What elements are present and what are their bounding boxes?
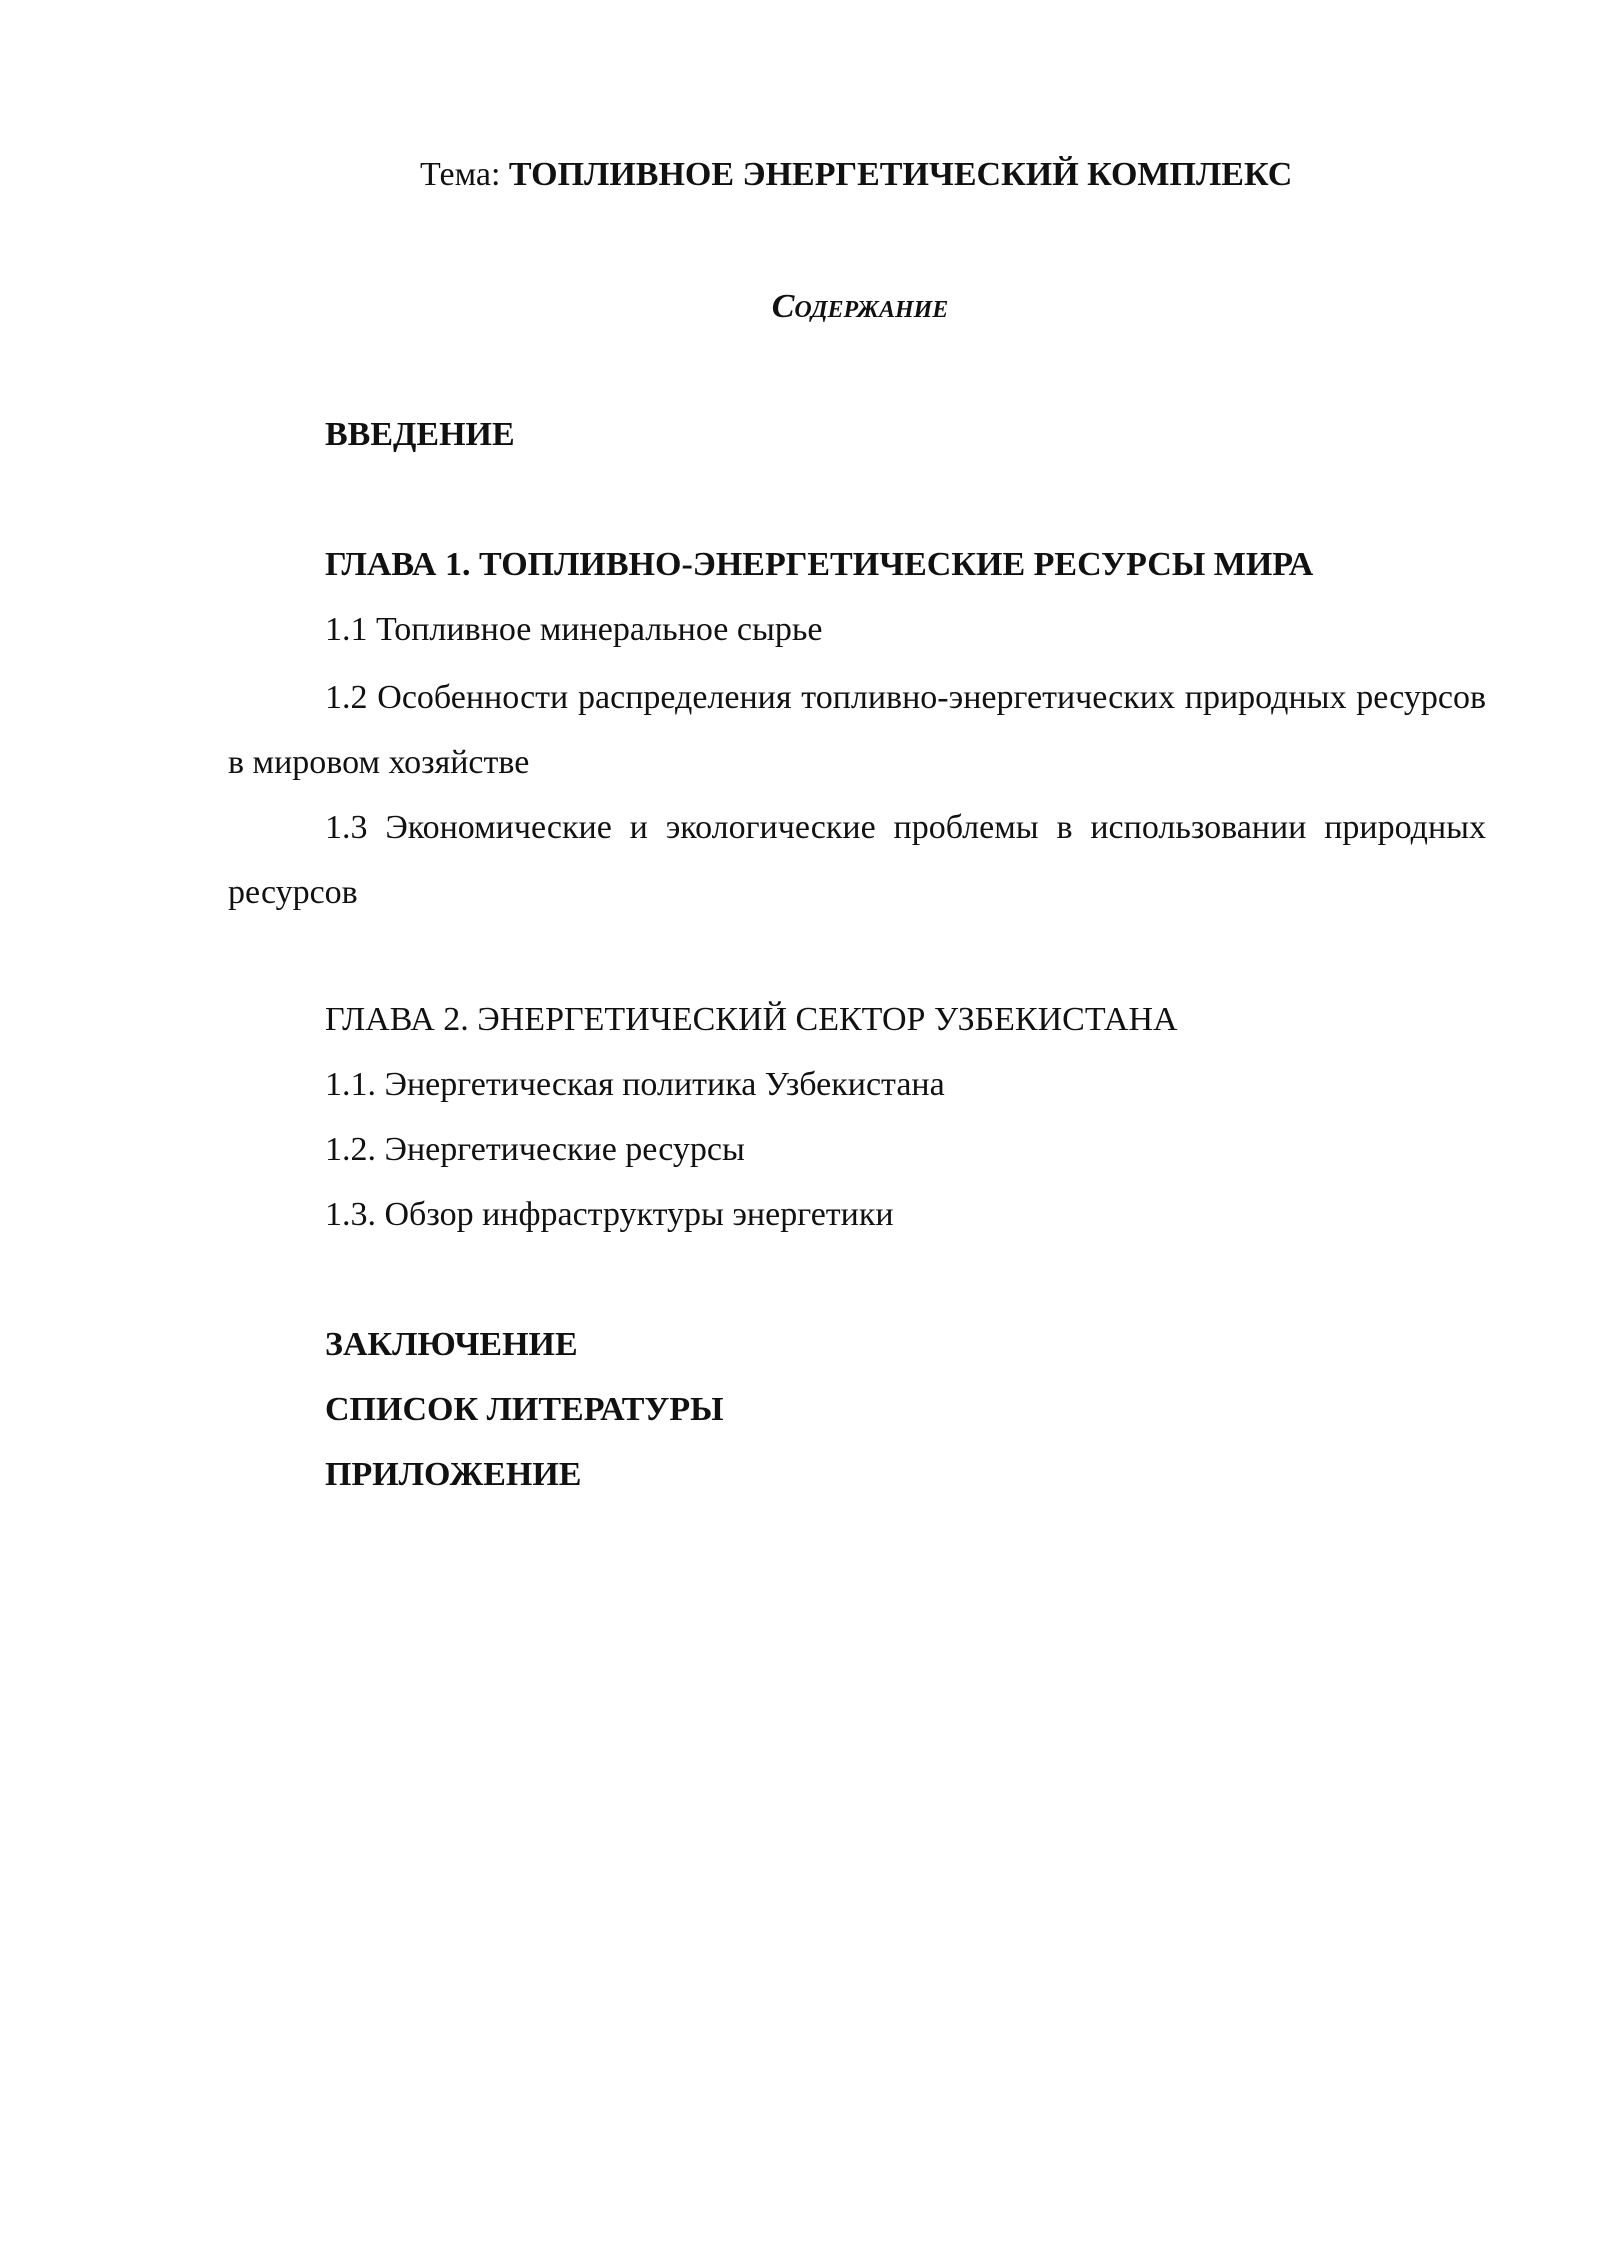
toc-chapter2-title: ГЛАВА 2. ЭНЕРГЕТИЧЕСКИЙ СЕКТОР УЗБЕКИСТАНА: [325, 1001, 1178, 1038]
toc-chapter1-title: ГЛАВА 1. ТОПЛИВНО-ЭНЕРГЕТИЧЕСКИЕ РЕСУРСЫ МИРА: [325, 546, 1314, 583]
toc-references: СПИСОК ЛИТЕРАТУРЫ: [325, 1391, 724, 1428]
topic-line: [420, 155, 1292, 195]
toc-intro: ВВЕДЕНИЕ: [325, 416, 515, 453]
topic-title: ТОПЛИВНОЕ ЭНЕРГЕТИЧЕСКИЙ КОМПЛЕКС: [508, 156, 1293, 193]
toc-item-1-2: 1.2 Особенности распределения топливно-энергетических природных ресурсов в мировом хозяйстве: [228, 679, 1486, 781]
topic-prefix: Тема:: [420, 156, 509, 193]
contents-heading: Содержание: [771, 288, 949, 325]
toc-item-2-1: 1.1. Энергетическая политика Узбекистана: [325, 1066, 945, 1103]
toc-conclusion: ЗАКЛЮЧЕНИЕ: [325, 1326, 578, 1363]
toc-item-1-1: 1.1 Топливное минеральное сырье: [325, 611, 823, 648]
toc-item-1-3: 1.3 Экономические и экологические проблемы в использовании природных ресурсов: [228, 809, 1486, 911]
toc-item-2-3: 1.3. Обзор инфраструктуры энергетики: [325, 1196, 894, 1233]
contents-heading-wrap: [0, 287, 1600, 327]
toc-appendix: ПРИЛОЖЕНИЕ: [325, 1456, 582, 1493]
toc-item-2-2: 1.2. Энергетические ресурсы: [325, 1131, 745, 1168]
